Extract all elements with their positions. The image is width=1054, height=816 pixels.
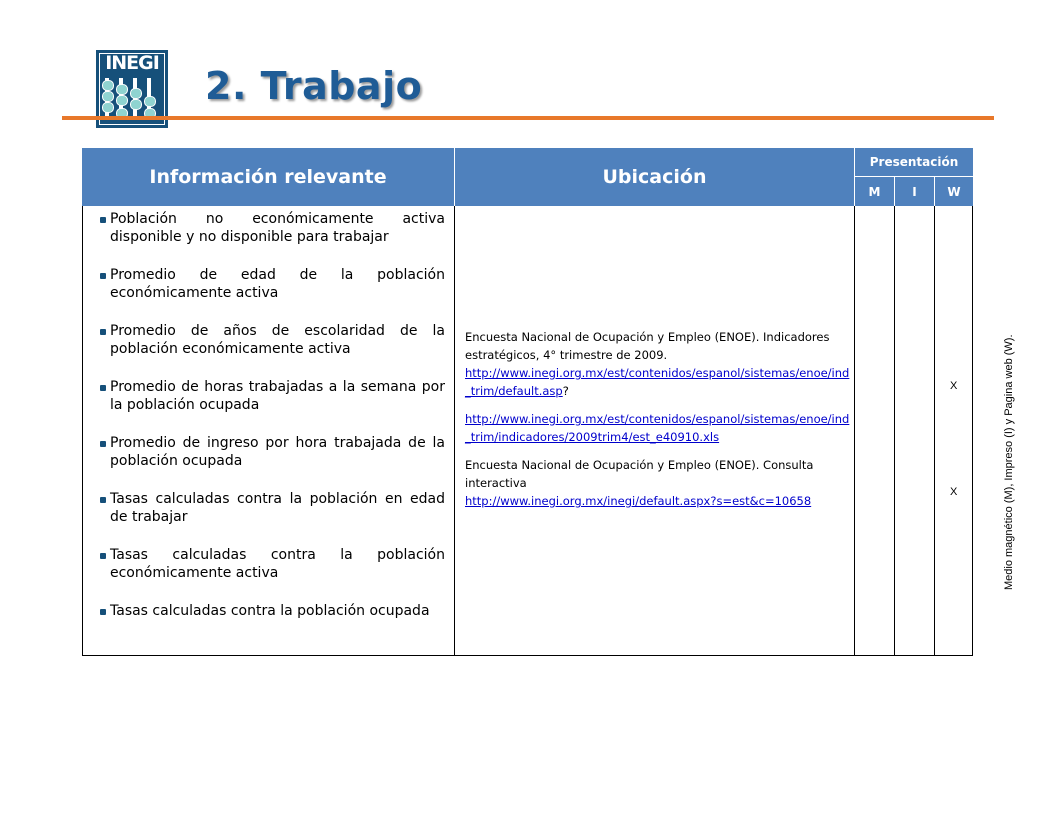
list-item [100,546,445,582]
page-title: 2. Trabajo [205,64,423,108]
list-item-text: Tasas calculadas contra la población económicamente activa [110,547,445,581]
bullet-icon [100,609,106,615]
header-i [895,177,934,206]
list-item-text: Promedio de edad de la población económicamente activa [110,267,445,301]
header-i-label: I [912,184,917,199]
info-table [82,148,973,656]
bullet-icon [100,553,106,559]
list-item-text: Promedio de horas trabajadas a la semana por la población ocupada [110,379,445,413]
link-consulta-interactiva[interactable]: http://www.inegi.org.mx/inegi/default.aspx?s=est&c=10658 [465,494,812,508]
list-item-text: Promedio de años de escolaridad de la población económicamente activa [110,323,445,357]
header-info-relevante [82,148,454,206]
abacus-icon [102,78,162,120]
border-right [972,206,973,656]
link-est-xls[interactable]: http://www.inegi.org.mx/est/contenidos/espanol/sistemas/enoe/ind_trim/indicadores/2009trim4/est_e40910.xls [465,412,850,444]
bullet-icon [100,441,106,447]
link-ind-trim[interactable]: http://www.inegi.org.mx/est/contenidos/espanol/sistemas/enoe/ind_trim/default.asp [465,366,850,398]
border-bottom [82,655,973,656]
list-item [100,490,445,526]
list-item [100,434,445,470]
bullet-icon [100,497,106,503]
bullet-icon [100,273,106,279]
list-item-text: Tasas calculadas contra la población en edad de trabajar [110,491,445,525]
bullet-icon [100,329,106,335]
header-presentacion [855,148,973,176]
title-underline [62,116,994,120]
list-item-text: Población no económicamente activa disponible y no disponible para trabajar [110,211,445,245]
bullet-icon [100,217,106,223]
list-item [100,266,445,302]
link1-line [465,364,851,400]
link1-suffix: ? [562,384,569,398]
border-left [82,206,83,656]
list-item [100,322,445,358]
enoe-indicadores-text: Encuesta Nacional de Ocupación y Empleo (ENOE). Indicadores estratégicos, 4° trimestre de 2009. [465,330,830,362]
list-item [100,378,445,414]
header-presentacion-label: Presentación [869,155,959,169]
w-mark-1: X [950,380,958,392]
header-m [855,177,894,206]
link3-line [465,492,851,510]
link2-line [465,410,851,446]
list-item-text: Tasas calculadas contra la población ocupada [110,603,430,619]
enoe-consulta-text: Encuesta Nacional de Ocupación y Empleo (ENOE). Consulta interactiva [465,458,814,490]
header-ubicacion-label: Ubicación [602,166,707,188]
side-note: Medio magnético (M), Impreso (I) y Pagina web (W). [1003,334,1015,590]
bullet-icon [100,385,106,391]
info-list [100,210,445,640]
border-col4 [934,206,935,656]
list-item [100,602,445,620]
border-col3 [894,206,895,656]
w-mark-2: X [950,486,958,498]
header-ubicacion [455,148,854,206]
border-col1 [454,206,455,656]
header-info-label: Información relevante [149,166,387,188]
ubicacion-content [465,328,851,510]
logo-text: INEGI [105,52,159,74]
header-w [935,177,973,206]
header-w-label: W [947,184,961,199]
list-item [100,210,445,246]
header-m-label: M [868,184,881,199]
list-item-text: Promedio de ingreso por hora trabajada de la población ocupada [110,435,445,469]
border-col2 [854,206,855,656]
